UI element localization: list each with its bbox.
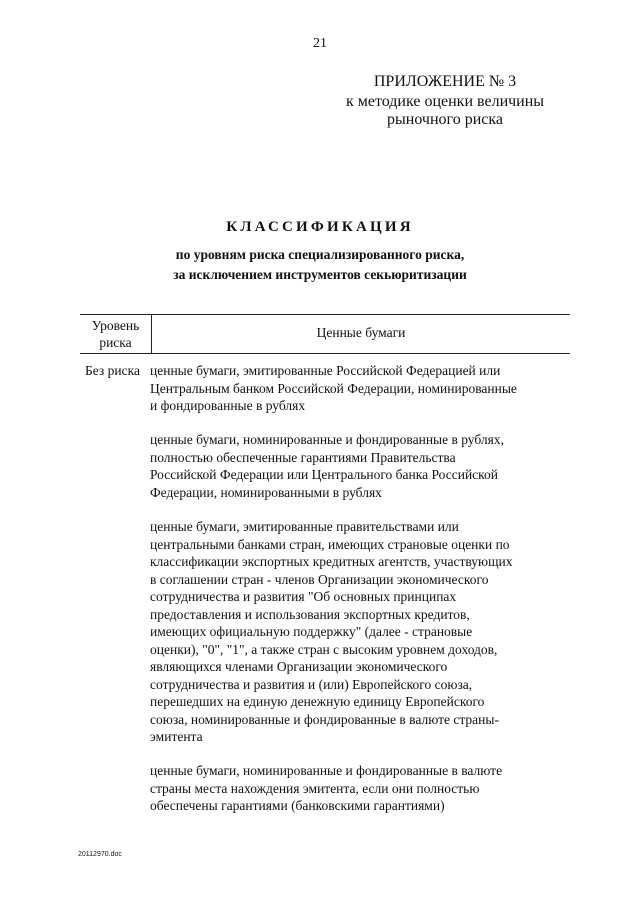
document-filename: 20112970.doc [78, 851, 122, 858]
header-risk-level [80, 317, 151, 351]
text-line: являющихся членами Организации экономического [150, 659, 448, 674]
securities-paragraph-1 [150, 362, 580, 415]
classification-subtitle-2: за исключением инструментов секьюритизации [173, 267, 467, 282]
text-line: сотрудничества и развития "Об основных принципах [150, 589, 457, 604]
header-risk-level-line-2: риска [99, 335, 132, 350]
text-line: эмитента [150, 729, 203, 744]
text-line: и фондированные в рублях [150, 398, 306, 413]
header-risk-level-line-1: Уровень [91, 318, 140, 333]
text-line: в соглашении стран - членов Организации экономического [150, 571, 489, 587]
text-line: ценные бумаги, номинированные и фондированные в валюте [150, 763, 503, 778]
text-line: центральными банками стран, имеющих страновые оценки по [150, 536, 510, 552]
classification-heading: КЛАССИФИКАЦИЯ [226, 219, 414, 235]
table-header [80, 314, 570, 354]
text-line: обеспечены гарантиями (банковскими гарантиями) [150, 798, 445, 813]
text-line: полностью обеспеченные гарантиями Правительства [150, 449, 456, 465]
text-line: перешедших на единую денежную единицу Европейского [150, 694, 485, 709]
header-securities: Ценные бумаги [316, 325, 406, 340]
risk-level-cell: Без риска [85, 363, 140, 378]
appendix-line-1: к методике оценки величины [345, 93, 545, 110]
text-line: классификации экспортных кредитных агентств, участвующих [150, 554, 513, 569]
text-line: оценки), "0", "1", а также стран с высоким уровнем доходов, [150, 641, 498, 657]
text-line: Российской Федерации или Центрального банка Российской [150, 467, 499, 482]
text-line: страны места нахождения эмитента, если они полностью [150, 780, 480, 796]
securities-paragraph-3 [150, 518, 580, 746]
text-line: ценные бумаги, эмитированные Российской Федерацией или [150, 363, 501, 378]
text-line: союза, номинированные и фондированные в валюте страны- [150, 711, 499, 727]
text-line: сотрудничества и развития и (или) Европейского союза, [150, 676, 473, 692]
appendix-line-2: рыночного риска [387, 111, 503, 128]
text-line: Центральным банком Российской Федерации, номинированные [150, 380, 517, 396]
text-line: имеющих официальную поддержку" (далее - страновые [150, 624, 473, 639]
text-line: предоставления и использования экспортных кредитов, [150, 606, 470, 622]
text-line: ценные бумаги, номинированные и фондированные в рублях, [150, 432, 504, 447]
text-line: ценные бумаги, эмитированные правительствами или [150, 519, 459, 534]
text-line: Федерации, номинированными в рублях [150, 484, 382, 500]
securities-paragraph-2 [150, 431, 580, 501]
appendix-title: ПРИЛОЖЕНИЕ № 3 [373, 73, 517, 90]
page-number: 21 [313, 36, 327, 51]
classification-subtitle-1: по уровням риска специализированного риска, [175, 247, 465, 262]
securities-paragraph-4 [150, 762, 580, 815]
